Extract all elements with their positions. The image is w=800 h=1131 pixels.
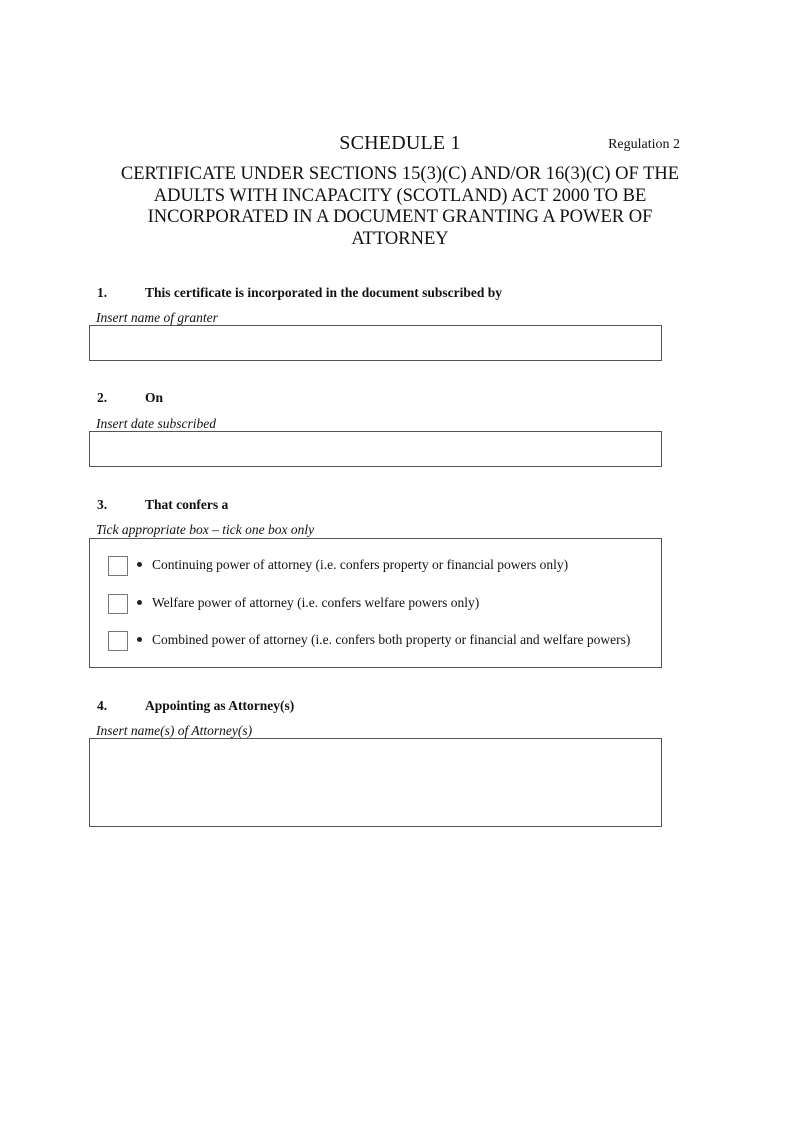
section-2-number: 2. [97,390,108,405]
power-type-options-box [89,538,662,668]
section-4-hint: Insert name(s) of Attorney(s) [96,723,253,738]
welfare-power-checkbox[interactable] [108,594,128,614]
section-4-heading: Appointing as Attorney(s) [145,698,295,713]
section-4-number: 4. [97,698,108,713]
regulation-reference: Regulation 2 [608,137,680,152]
bullet-icon [137,562,142,567]
bullet-icon [137,600,142,605]
certificate-title: CERTIFICATE UNDER SECTIONS 15(3)(C) AND/OR 16(3)(C) OF THE ADULTS WITH INCAPACITY (SCOTLAND) ACT 2000 TO BE INCORPORATED IN A DOCUMENT GRANTING A POWER OF ATTORNEY [120,164,680,249]
schedule-heading: SCHEDULE 1 [339,132,461,154]
section-3-hint: Tick appropriate box – tick one box only [96,522,315,537]
option-welfare-row [90,594,661,618]
section-1-number: 1. [97,285,108,300]
section-3-number: 3. [97,497,108,512]
section-1-hint: Insert name of granter [96,310,218,325]
section-1-heading: This certificate is incorporated in the document subscribed by [145,285,502,300]
section-2-hint: Insert date subscribed [96,416,216,431]
bullet-icon [137,637,142,642]
section-2-heading: On [145,390,164,405]
welfare-power-label: Welfare power of attorney (i.e. confers welfare powers only) [152,595,480,610]
option-combined-row [90,631,661,655]
date-subscribed-field[interactable] [89,431,662,467]
combined-power-checkbox[interactable] [108,631,128,651]
section-3-heading: That confers a [145,497,229,512]
continuing-power-checkbox[interactable] [108,556,128,576]
combined-power-label: Combined power of attorney (i.e. confers both property or financial and welfare powers) [152,632,631,647]
attorney-names-field[interactable] [89,738,662,827]
continuing-power-label: Continuing power of attorney (i.e. confers property or financial powers only) [152,557,569,572]
option-continuing-row [90,556,661,580]
granter-name-field[interactable] [89,325,662,361]
